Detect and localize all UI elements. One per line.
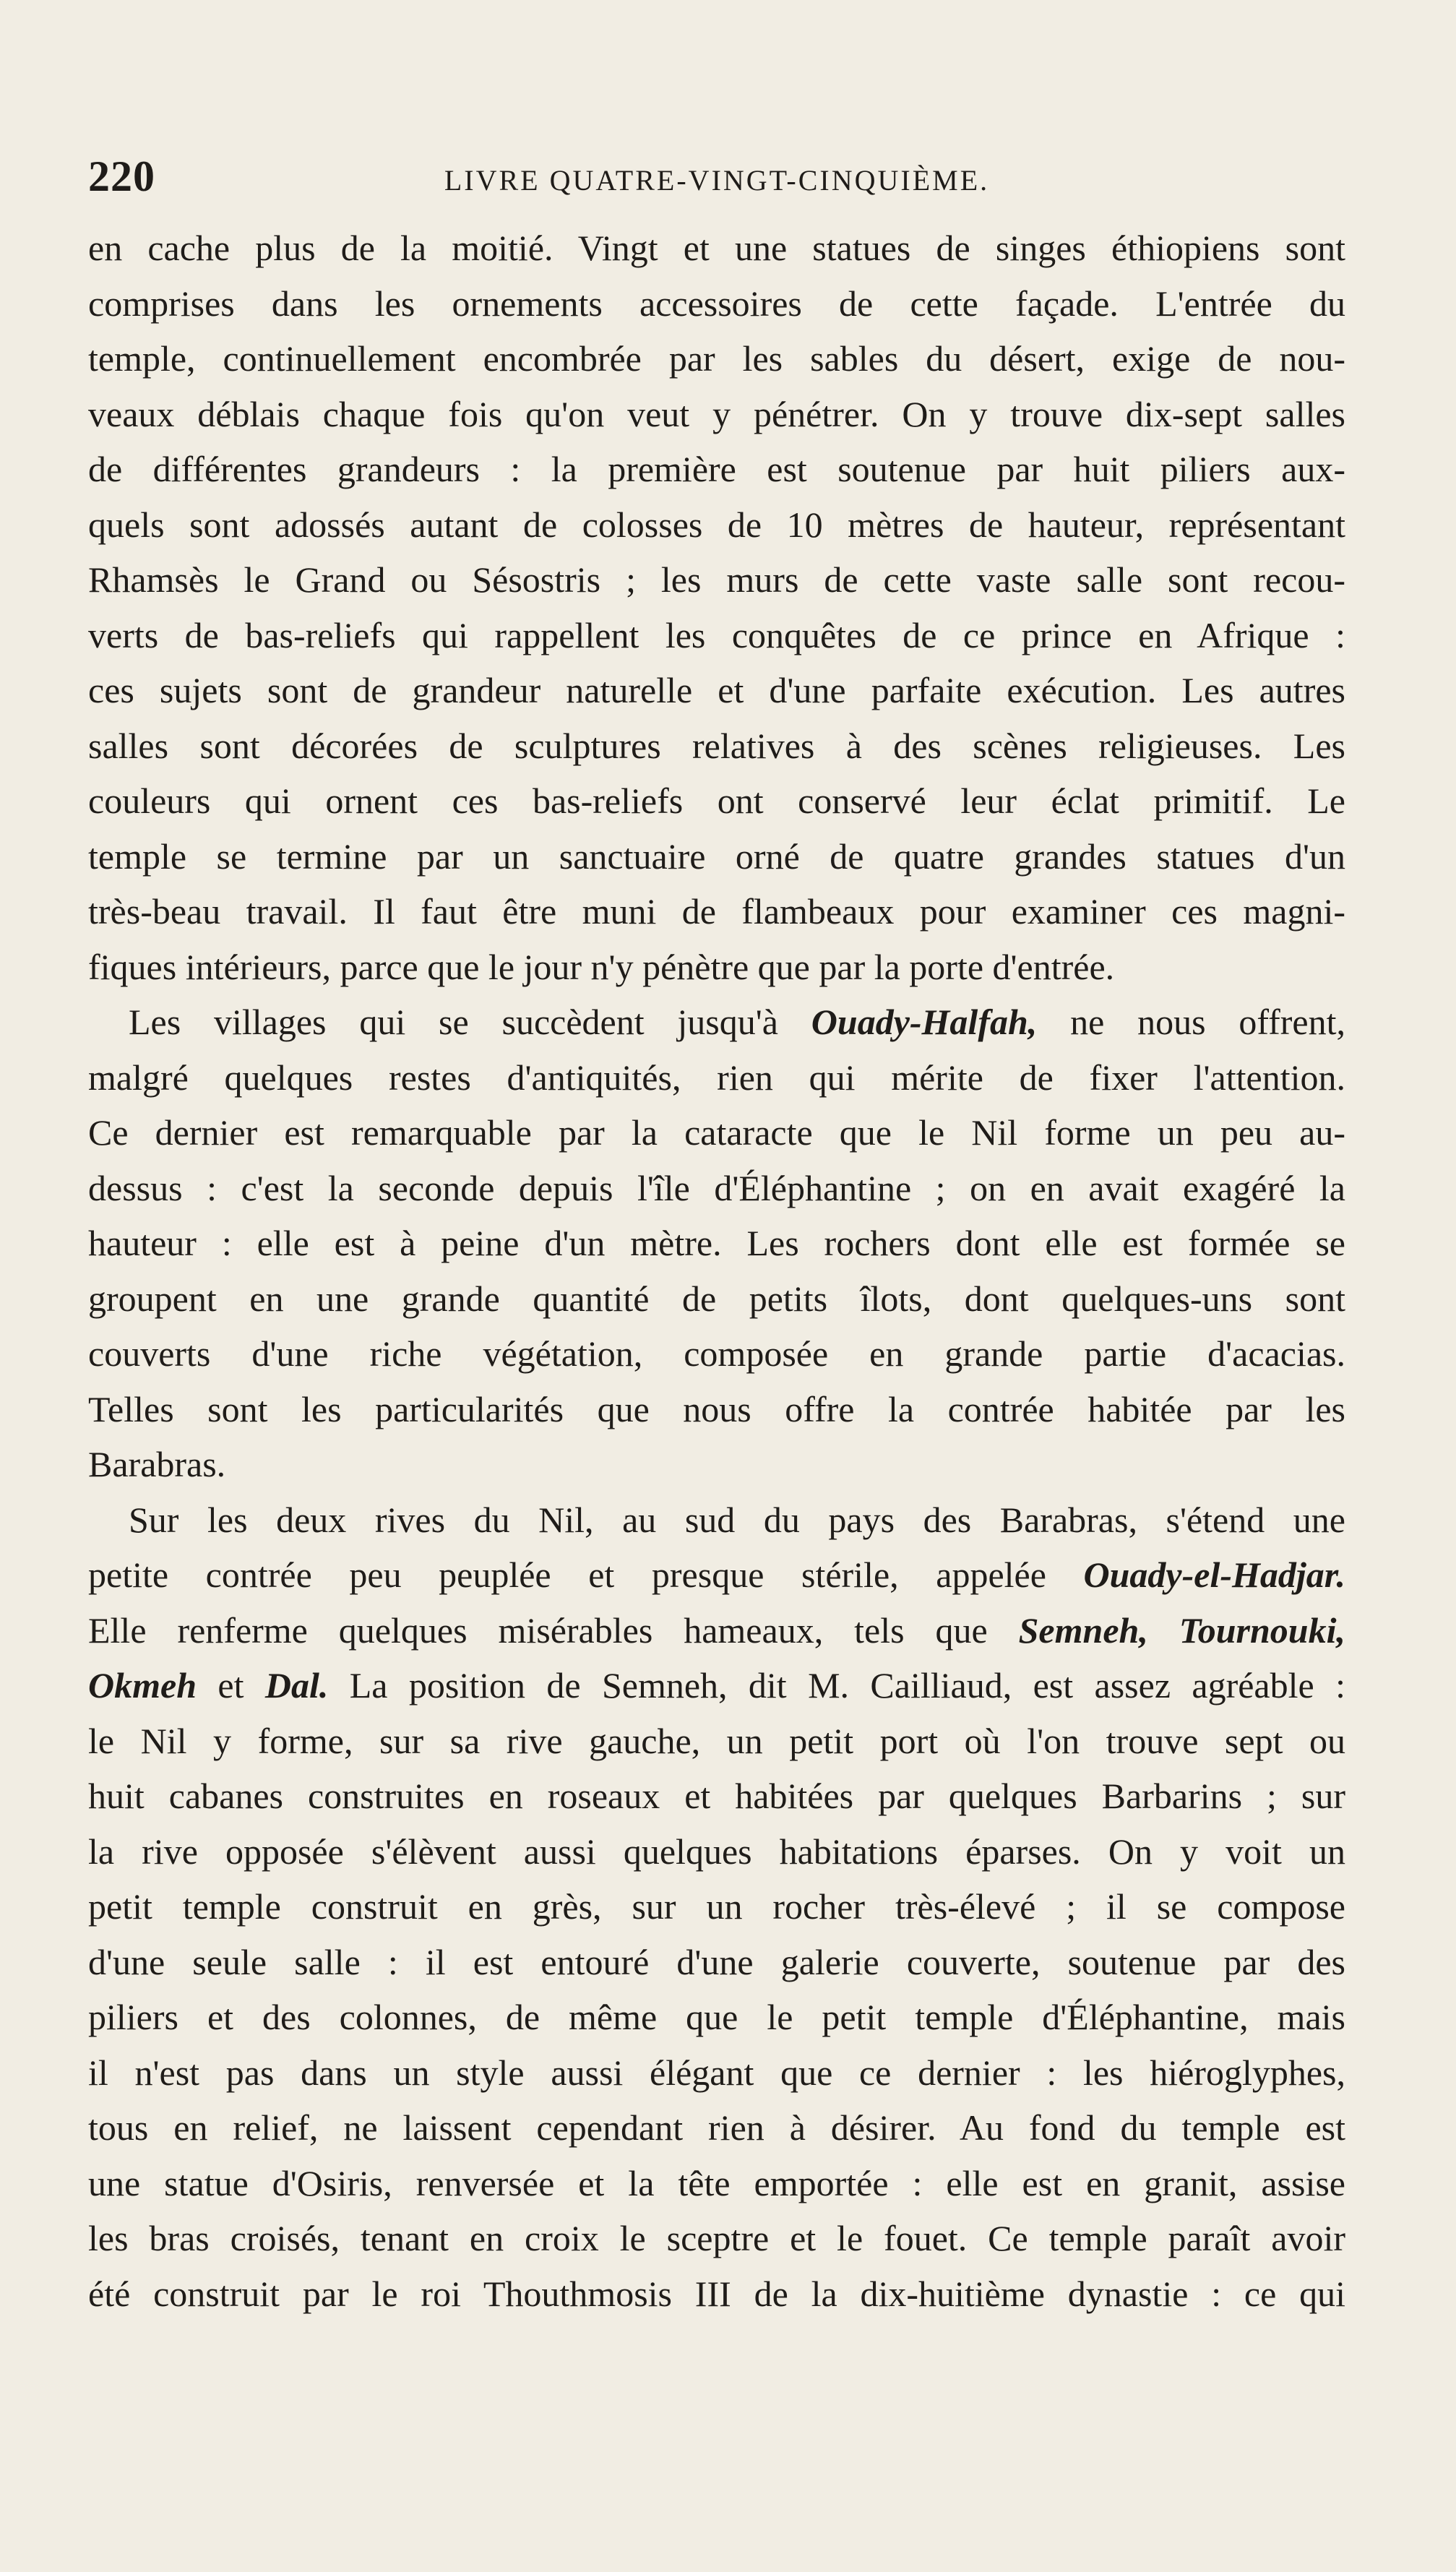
italic-place-name: Okmeh (88, 1665, 197, 1706)
text-line: Telles sont les particularités que nous offre la contrée habitée par les (88, 1388, 1345, 1429)
text-line: salles sont décorées de sculptures relatives à des scènes religieuses. Les (88, 725, 1345, 766)
text-line: piliers et des colonnes, de même que le petit temple d'Éléphantine, mais (88, 1997, 1345, 2037)
text-line: tous en relief, ne laissent cependant rien à désirer. Au fond du temple est (88, 2107, 1345, 2148)
italic-place-name: Ouady-el-Hadjar. (1083, 1554, 1345, 1595)
text-line: en cache plus de la moitié. Vingt et une statues de singes éthiopiens sont (88, 228, 1345, 268)
text-line: petit temple construit en grès, sur un rocher très-élevé ; il se compose (88, 1886, 1345, 1927)
text-line: dessus : c'est la seconde depuis l'île d'Éléphantine ; on en avait exagéré la (88, 1167, 1345, 1208)
text-line: très-beau travail. Il faut être muni de flambeaux pour examiner ces magni- (88, 891, 1345, 932)
text-line: malgré quelques restes d'antiquités, rien qui mérite de fixer l'attention. (88, 1057, 1345, 1098)
text-line: couleurs qui ornent ces bas-reliefs ont conservé leur éclat primitif. Le (88, 780, 1345, 821)
body-text (88, 220, 1345, 2321)
text-line: Les villages qui se succèdent jusqu'à Ouady-Halfah, ne nous offrent, (129, 1002, 1345, 1042)
text-line: Barabras. (88, 1444, 226, 1484)
text-line: de différentes grandeurs : la première est soutenue par huit piliers aux- (88, 449, 1345, 489)
text-line: fiques intérieurs, parce que le jour n'y pénètre que par la porte d'entrée. (88, 946, 1115, 987)
text-line: Ce dernier est remarquable par la cataracte que le Nil forme un peu au- (88, 1112, 1345, 1153)
text-line: quels sont adossés autant de colosses de 10 mètres de hauteur, représentant (88, 504, 1345, 545)
text-line: la rive opposée s'élèvent aussi quelques habitations éparses. On y voit un (88, 1831, 1345, 1872)
text-line: d'une seule salle : il est entouré d'une galerie couverte, soutenue par des (88, 1941, 1345, 1982)
italic-place-name: Dal. (264, 1665, 329, 1706)
text-line: Sur les deux rives du Nil, au sud du pays des Barabras, s'étend une (129, 1499, 1345, 1540)
page-header (88, 152, 1345, 202)
italic-place-name: Semneh, (1018, 1609, 1148, 1651)
text-line: été construit par le roi Thouthmosis III de la dix-huitième dynastie : ce qui (88, 2273, 1345, 2314)
text-line: une statue d'Osiris, renversée et la tête emportée : elle est en granit, assise (88, 2162, 1345, 2203)
text-line: ces sujets sont de grandeur naturelle et d'une parfaite exécution. Les autres (88, 670, 1345, 710)
text-line: Elle renferme quelques misérables hameaux, tels que Semneh, Tournouki, (88, 1609, 1345, 1651)
text-line: comprises dans les ornements accessoires de cette façade. L'entrée du (88, 283, 1345, 324)
text-line: hauteur : elle est à peine d'un mètre. Les rochers dont elle est formée se (88, 1223, 1345, 1263)
text-line: verts de bas-reliefs qui rappellent les conquêtes de ce prince en Afrique : (88, 614, 1345, 655)
text-line: il n'est pas dans un style aussi élégant que ce dernier : les hiéroglyphes, (88, 2052, 1345, 2093)
text-line: temple, continuellement encombrée par les sables du désert, exige de nou- (88, 338, 1345, 379)
text-line: petite contrée peu peuplée et presque stérile, appelée Ouady-el-Hadjar. (88, 1554, 1345, 1595)
text-line: veaux déblais chaque fois qu'on veut y pénétrer. On y trouve dix-sept salles (88, 393, 1345, 434)
paragraph-1 (88, 220, 1345, 994)
paragraph-3 (88, 1492, 1345, 2322)
text-line: couverts d'une riche végétation, composée en grande partie d'acacias. (88, 1333, 1345, 1374)
italic-place-name: Ouady-Halfah, (811, 1002, 1038, 1042)
text-line: huit cabanes construites en roseaux et habitées par quelques Barbarins ; sur (88, 1776, 1345, 1816)
text-line: temple se termine par un sanctuaire orné de quatre grandes statues d'un (88, 835, 1345, 877)
text-line: le Nil y forme, sur sa rive gauche, un petit port où l'on trouve sept ou (88, 1720, 1345, 1761)
running-title: LIVRE QUATRE-VINGT-CINQUIÈME. (444, 164, 990, 197)
text-line: Okmeh et Dal. La position de Semneh, dit M. Cailliaud, est assez agréable : (88, 1665, 1345, 1706)
text-line: les bras croisés, tenant en croix le sceptre et le fouet. Ce temple paraît avoir (88, 2218, 1345, 2258)
text-line: groupent en une grande quantité de petits îlots, dont quelques-uns sont (88, 1278, 1345, 1319)
paragraph-2 (88, 994, 1345, 1492)
text-line: Rhamsès le Grand ou Sésostris ; les murs de cette vaste salle sont recou- (88, 559, 1345, 600)
page-number: 220 (88, 152, 155, 200)
italic-place-name: Tournouki, (1179, 1609, 1345, 1651)
